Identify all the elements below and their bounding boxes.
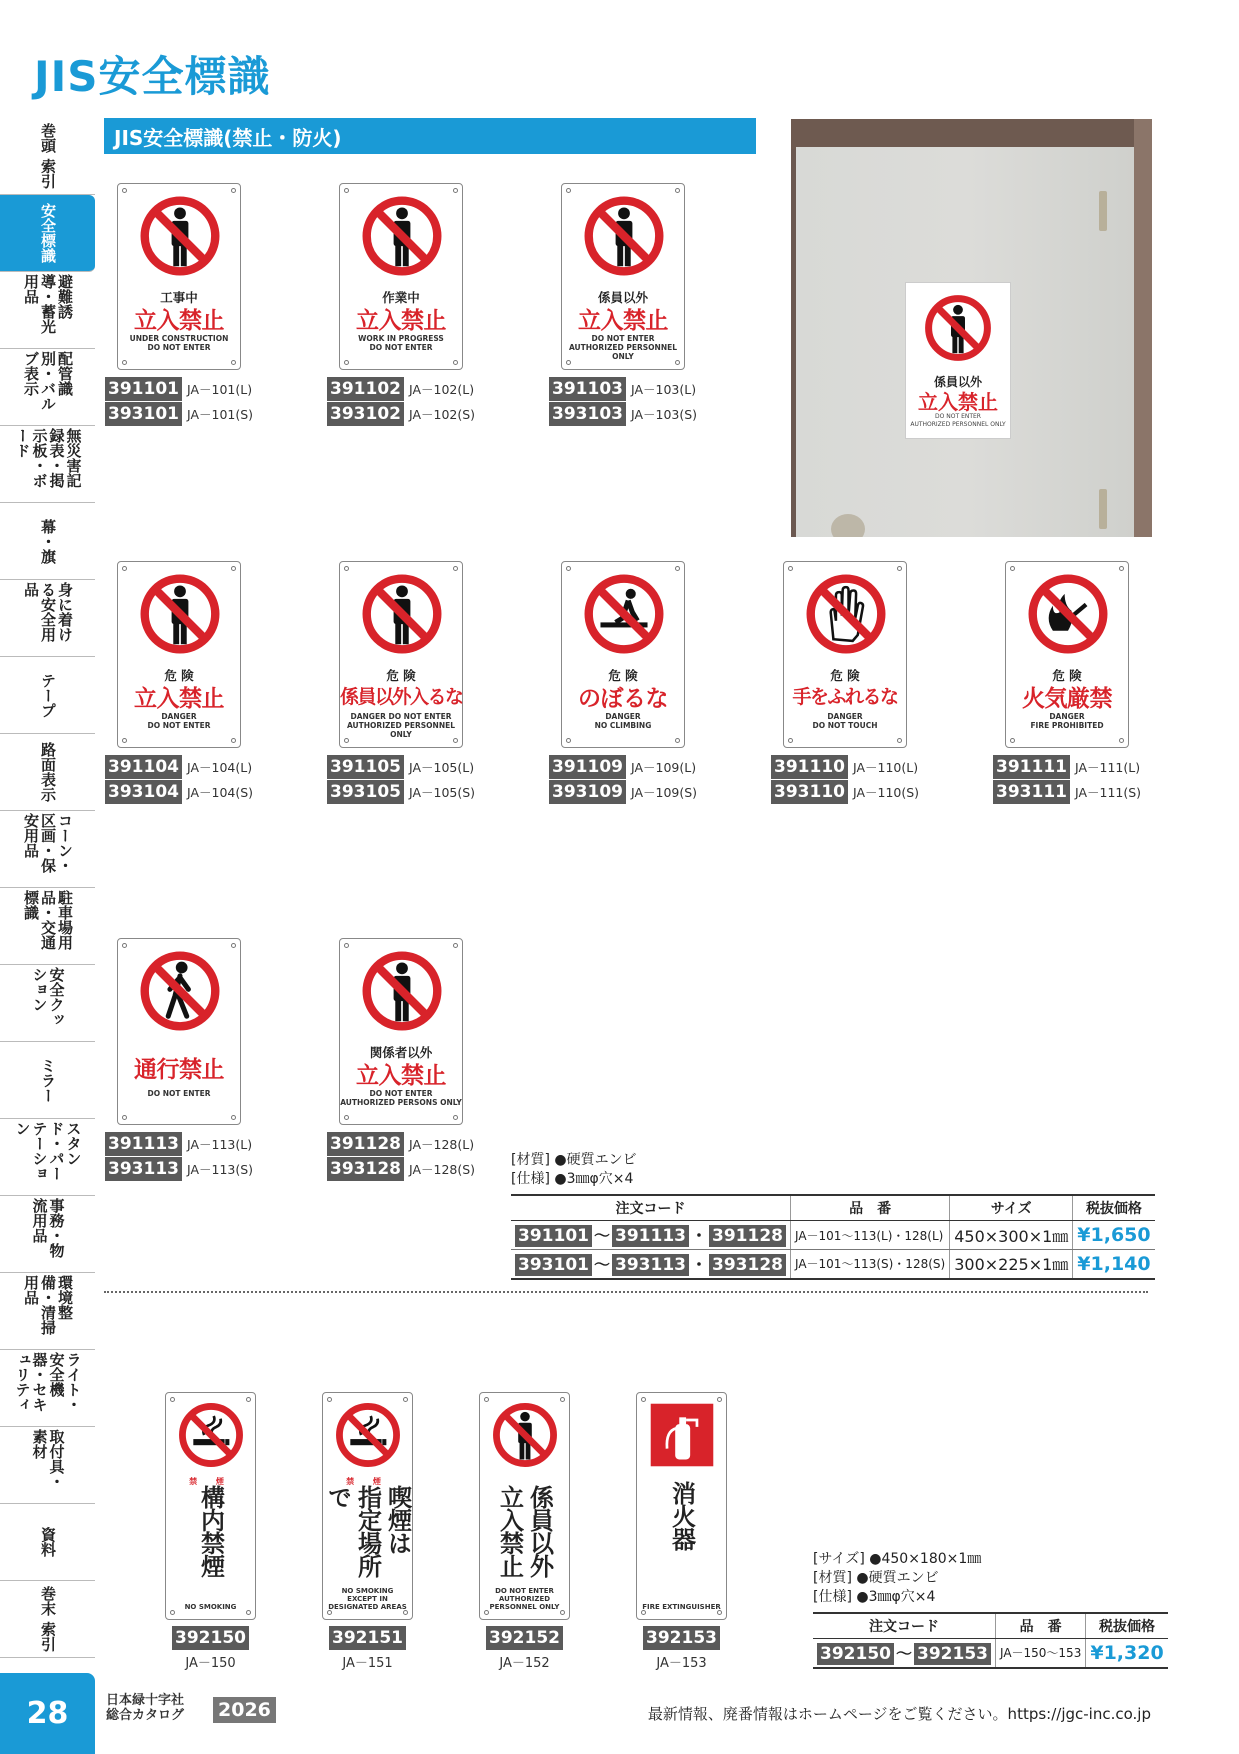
sign-english-text: DO NOT ENTER AUTHORIZED PERSONS ONLY [340, 1089, 462, 1107]
sign-small-text: 危 険 [164, 668, 194, 683]
vertical-sign-card [322, 1392, 413, 1620]
sign-main-text: 火気厳禁 [1022, 686, 1112, 712]
price-table-2 [813, 1612, 1168, 1669]
part-number: JA－113(L) [186, 1137, 253, 1152]
order-code: 393128 [327, 1157, 404, 1181]
vertical-sign-card [636, 1392, 727, 1620]
sign-small-text: 危 険 [1052, 668, 1082, 683]
part-number: JA－110(L) [852, 760, 919, 775]
photo-wall [791, 119, 1152, 149]
sign-card [339, 183, 463, 370]
col-order-code: 注文コード [511, 1195, 790, 1221]
sidebar-item[interactable] [0, 118, 95, 195]
col-order-code: 注文コード [813, 1613, 995, 1639]
no-entry-person-icon [491, 1401, 559, 1469]
sidebar-item[interactable] [0, 272, 95, 349]
sidebar-item[interactable] [0, 811, 95, 888]
sidebar-item-label: 駐車場用品・交通標識 [22, 890, 74, 950]
no-smoking-icon [177, 1401, 245, 1469]
order-code: 391103 [549, 377, 626, 401]
sign-english-text: NO SMOKING [184, 1603, 237, 1611]
sidebar-item-label: スタンド・パーテーション [13, 1121, 83, 1181]
sidebar-item[interactable] [0, 734, 95, 811]
sign-codes [771, 755, 919, 805]
no-entry-person-icon [360, 949, 444, 1033]
sidebar-item-label: 巻頭 索引 [39, 123, 57, 189]
sidebar-item[interactable] [0, 1042, 95, 1119]
order-code: 391110 [771, 755, 848, 779]
sidebar-item-label: 事務・物流用品 [30, 1198, 66, 1258]
photo-hinge [1099, 191, 1107, 231]
part-number: JA－105(S) [408, 785, 476, 800]
no-climbing-icon [582, 572, 666, 656]
part-number: JA－104(L) [186, 760, 253, 775]
sign-card [339, 561, 463, 748]
sidebar-item[interactable] [0, 965, 95, 1042]
no-fire-icon [1026, 572, 1110, 656]
sign-codes [327, 755, 475, 805]
sidebar-item[interactable] [0, 888, 95, 965]
order-code: 392151 [329, 1626, 406, 1650]
sidebar [0, 118, 95, 1658]
sign-small-text: 関係者以外 [369, 1045, 433, 1060]
part-number: JA－109(S) [630, 785, 698, 800]
page-number: 28 [0, 1673, 95, 1754]
no-entry-person-icon [923, 293, 993, 363]
sign-codes [479, 1626, 570, 1671]
col-price: 税抜価格 [1073, 1195, 1155, 1221]
catalog-name: 日本緑十字社 総合カタログ [106, 1693, 185, 1723]
sign-main-text: 立入禁止 [356, 308, 446, 334]
catalog-year: 2026 [213, 1697, 276, 1723]
footer-note: 最新情報、廃番情報はホームページをご覧ください。https://jgc-inc.co.jp [647, 1705, 1151, 1723]
order-code: 393109 [549, 780, 626, 804]
no-entry-person-icon [138, 194, 222, 278]
sign-card [561, 561, 685, 748]
sign-card [117, 561, 241, 748]
sign-main-text: 立入禁止 [356, 1063, 446, 1089]
order-code: 391113 [105, 1132, 182, 1156]
sidebar-item[interactable] [0, 1119, 95, 1196]
vertical-sign-text: 喫煙は [383, 1485, 412, 1554]
sign-main-text: 係員以外入るな [340, 686, 463, 708]
sidebar-item[interactable] [0, 1504, 95, 1581]
sign-card [561, 183, 685, 370]
no-entry-person-icon [582, 194, 666, 278]
sign-small-text: 危 険 [608, 668, 638, 683]
part-number: JA－105(L) [408, 760, 475, 775]
sign-english-text: DANGER DO NOT ENTER AUTHORIZED PERSONNEL ONLY [346, 712, 456, 739]
sign-card [783, 561, 907, 748]
part-number: JA－102(S) [408, 407, 476, 422]
sidebar-item-label: ライト・安全機器・セキュリティ [13, 1352, 83, 1412]
part-number: JA－103(S) [630, 407, 698, 422]
order-code: 393105 [327, 780, 404, 804]
no-smoking-icon [334, 1401, 402, 1469]
sidebar-item-label: 路面表示 [39, 742, 57, 802]
part-number: JA－103(L) [630, 382, 697, 397]
sign-english-text: WORK IN PROGRESS DO NOT ENTER [358, 334, 444, 352]
sign-english-text: DO NOT ENTER [147, 1089, 211, 1098]
part-number: JA－111(L) [1074, 760, 1141, 775]
sign-small-text: 危 険 [830, 668, 860, 683]
part-number: JA－102(L) [408, 382, 475, 397]
order-code: 391109 [549, 755, 626, 779]
sign-english-text: DANGER DO NOT TOUCH [812, 712, 878, 730]
sign-english-text: DANGER FIRE PROHIBITED [1030, 712, 1104, 730]
no-touch-icon [804, 572, 888, 656]
part-number: JA－153 [656, 1656, 707, 1671]
sign-small-text: 作業中 [382, 290, 420, 305]
part-number: JA－151 [342, 1656, 393, 1671]
spec-material: [材質] ●硬質エンビ [511, 1152, 637, 1168]
order-code: 393102 [327, 402, 404, 426]
order-code: 393110 [771, 780, 848, 804]
vertical-sign-text: 立入禁止 [495, 1485, 524, 1577]
spec-size: [サイズ] ●450×180×1㎜ [813, 1551, 982, 1567]
order-code: 391105 [327, 755, 404, 779]
sidebar-item-label: ミラー [39, 1057, 57, 1103]
order-code: 391128 [327, 1132, 404, 1156]
door-photo [791, 119, 1152, 537]
sidebar-item[interactable] [0, 503, 95, 580]
spec-material: [材質] ●硬質エンビ [813, 1570, 939, 1586]
sign-codes [165, 1626, 256, 1671]
sidebar-item[interactable] [0, 195, 95, 272]
sidebar-item-label: 配管識別・バルブ表示 [22, 351, 74, 411]
order-code: 391102 [327, 377, 404, 401]
sign-english-text: DO NOT ENTER AUTHORIZED PERSONNEL ONLY [489, 1587, 560, 1611]
vertical-sign-text: 構内禁煙 [196, 1485, 225, 1577]
sign-small-text: 係員以外 [597, 290, 648, 305]
photo-door-knob [831, 514, 865, 537]
photo-sign-en: DO NOT ENTER AUTHORIZED PERSONNEL ONLY [910, 413, 1006, 428]
sidebar-item-label: 無災害記録表・掲示板・ボード [13, 428, 83, 488]
part-number: JA－110(S) [852, 785, 920, 800]
vertical-sign-text: 指定場所で [323, 1485, 382, 1577]
sign-small-text: 禁 煙 [189, 1477, 232, 1486]
sign-codes [105, 755, 253, 805]
sidebar-item-label: 安全クッション [30, 967, 66, 1027]
section-header: JIS安全標識(禁止・防火) [104, 118, 756, 154]
sign-codes [549, 755, 697, 805]
sign-card [1005, 561, 1129, 748]
sign-card [117, 183, 241, 370]
vertical-sign-text: 消火器 [667, 1481, 696, 1550]
sign-small-text: 禁 煙 [346, 1477, 389, 1486]
sign-english-text: NO SMOKING EXCEPT IN DESIGNATED AREAS [328, 1587, 407, 1611]
table-row: 392150 ～ 392153 JA－150～153 ¥1,320 [813, 1639, 1168, 1668]
spec-holes: [仕様] ●3㎜φ穴×4 [813, 1589, 936, 1605]
sidebar-item-label: 環境整備・清掃用品 [22, 1275, 74, 1335]
photo-sign [905, 282, 1011, 439]
sidebar-item-label: 取付具・素材 [30, 1429, 66, 1489]
part-number: JA－128(L) [408, 1137, 475, 1152]
part-number: JA－150 [185, 1656, 236, 1671]
spec-holes: [仕様] ●3㎜φ穴×4 [511, 1171, 634, 1187]
order-code: 392153 [643, 1626, 720, 1650]
col-part-number: 品 番 [790, 1195, 949, 1221]
sign-codes [993, 755, 1141, 805]
sidebar-item[interactable] [0, 580, 95, 657]
part-number: JA－101(S) [186, 407, 254, 422]
sign-codes [549, 377, 697, 427]
sidebar-item[interactable] [0, 657, 95, 734]
part-number: JA－109(L) [630, 760, 697, 775]
sidebar-item[interactable] [0, 1196, 95, 1273]
sign-english-text: DO NOT ENTER AUTHORIZED PERSONNEL ONLY [568, 334, 678, 361]
no-walking-icon [138, 949, 222, 1033]
sign-codes [105, 1132, 253, 1182]
part-number: JA－101(L) [186, 382, 253, 397]
photo-hinge [1099, 489, 1107, 529]
price-table-1 [511, 1194, 1155, 1280]
sidebar-item-label: テープ [39, 672, 57, 718]
order-code: 393111 [993, 780, 1070, 804]
order-code: 393104 [105, 780, 182, 804]
sidebar-item[interactable] [0, 426, 95, 503]
sign-card [339, 938, 463, 1125]
spec-block-2 [813, 1550, 981, 1607]
vertical-sign-card [165, 1392, 256, 1620]
sign-codes [636, 1626, 727, 1671]
sign-main-text: のぼるな [578, 686, 668, 712]
sidebar-item[interactable] [0, 349, 95, 426]
photo-door-frame [1134, 119, 1152, 537]
order-code: 391111 [993, 755, 1070, 779]
sign-small-text: 工事中 [160, 290, 198, 305]
part-number: JA－113(S) [186, 1162, 254, 1177]
sign-english-text: UNDER CONSTRUCTION DO NOT ENTER [129, 334, 229, 352]
sidebar-item[interactable] [0, 1427, 95, 1504]
sidebar-item[interactable] [0, 1350, 95, 1427]
order-code: 392150 [172, 1626, 249, 1650]
sign-english-text: DANGER DO NOT ENTER [147, 712, 211, 730]
sidebar-item-label: 安全標識 [39, 203, 57, 263]
table-row: 393101 ～ 393113 ・ 393128 JA－101～113(S)・128(S) 300×225×1㎜ ¥1,140 [511, 1250, 1155, 1279]
no-entry-person-icon [360, 572, 444, 656]
order-code: 391104 [105, 755, 182, 779]
col-price: 税抜価格 [1086, 1613, 1168, 1639]
part-number: JA－111(S) [1074, 785, 1142, 800]
sign-english-text: DANGER NO CLIMBING [594, 712, 652, 730]
sign-codes [322, 1626, 413, 1671]
sidebar-item-label: 資料 [39, 1527, 57, 1557]
part-number: JA－152 [499, 1656, 550, 1671]
order-code: 393113 [105, 1157, 182, 1181]
sign-codes [327, 1132, 475, 1182]
fire-extinguisher-icon [648, 1401, 716, 1469]
section-divider [104, 1291, 1148, 1293]
page-title: JIS安全標識 [34, 52, 271, 101]
order-code: 393103 [549, 402, 626, 426]
sidebar-item-label: 巻末 索引 [39, 1586, 57, 1652]
order-code: 393101 [105, 402, 182, 426]
part-number: JA－104(S) [186, 785, 254, 800]
col-part-number: 品 番 [995, 1613, 1085, 1639]
sign-card [117, 938, 241, 1125]
order-code: 391101 [105, 377, 182, 401]
sidebar-item-label: コーン・区画・保安用品 [22, 813, 74, 873]
sign-main-text: 立入禁止 [134, 686, 224, 712]
sign-main-text: 立入禁止 [134, 308, 224, 334]
sign-main-text: 立入禁止 [578, 308, 668, 334]
col-size: サイズ [950, 1195, 1073, 1221]
sidebar-item-label: 避難誘導・蓄光用品 [22, 274, 74, 334]
part-number: JA－128(S) [408, 1162, 476, 1177]
order-code: 392152 [486, 1626, 563, 1650]
no-entry-person-icon [138, 572, 222, 656]
photo-sign-small: 係員以外 [933, 375, 982, 389]
sidebar-item-label: 幕・旗 [39, 518, 57, 564]
sign-main-text: 通行禁止 [134, 1057, 224, 1083]
sidebar-item[interactable] [0, 1273, 95, 1350]
sign-codes [105, 377, 253, 427]
table-row: 391101 ～ 391113 ・ 391128 JA－101～113(L)・128(L) 450×300×1㎜ ¥1,650 [511, 1221, 1155, 1250]
no-entry-person-icon [360, 194, 444, 278]
sign-english-text: FIRE EXTINGUISHER [642, 1603, 721, 1611]
spec-block-1 [511, 1151, 637, 1189]
sign-small-text: 危 険 [386, 668, 416, 683]
sidebar-item-label: 身に着ける安全用品 [22, 582, 74, 642]
vertical-sign-text: 係員以外 [525, 1485, 554, 1577]
sign-main-text: 手をふれるな [792, 686, 898, 708]
sidebar-item[interactable] [0, 1581, 95, 1658]
vertical-sign-card [479, 1392, 570, 1620]
photo-sign-big: 立入禁止 [918, 390, 998, 414]
sign-codes [327, 377, 475, 427]
